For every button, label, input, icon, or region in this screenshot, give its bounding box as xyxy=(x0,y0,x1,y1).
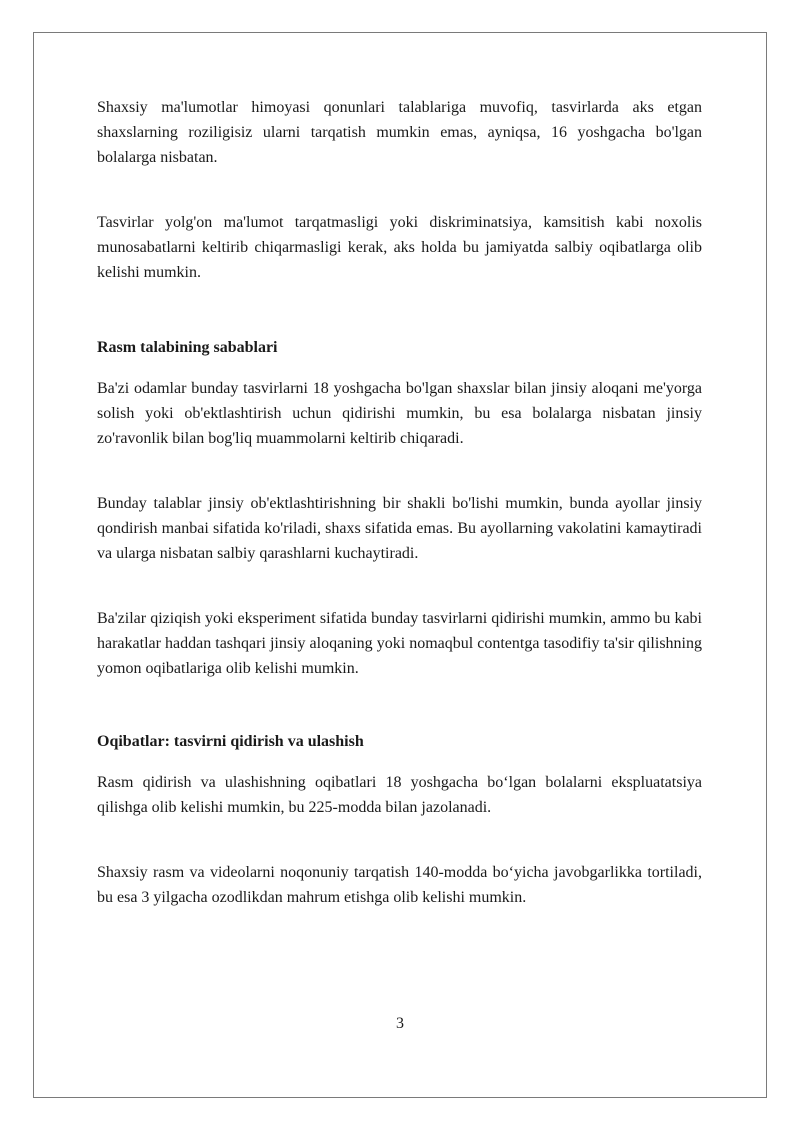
paragraph-objectification: Bunday talablar jinsiy ob'ektlashtirishning bir shakli bo'lishi mumkin, bunda ayollar jinsiy qondirish manbai sifatida ko'riladi, shaxs sifatida emas. Bu ayollarning vakolatini kamaytiradi va ularga nisbatan salbiy qarashlarni kuchaytiradi. xyxy=(97,495,702,562)
heading-reasons: Rasm talabining sabablari xyxy=(97,339,278,356)
heading-consequences: Oqibatlar: tasvirni qidirish va ulashish xyxy=(97,733,364,750)
paragraph-misinformation: Tasvirlar yolg'on ma'lumot tarqatmasligi yoki diskriminatsiya, kamsitish kabi noxolis munosabatlarni keltirib chiqarmasligi kerak, aks holda bu jamiyatda salbiy oqibatlarga olib kelishi mumkin. xyxy=(97,214,702,281)
page-number: 3 xyxy=(396,1015,404,1032)
paragraph-article-225: Rasm qidirish va ulashishning oqibatlari 18 yoshgacha bo‘lgan bolalarni ekspluatatsiya qilishga olib kelishi mumkin, bu 225-modda bilan jazolanadi. xyxy=(97,774,702,816)
paragraph-privacy-law: Shaxsiy ma'lumotlar himoyasi qonunlari talablariga muvofiq, tasvirlarda aks etgan shaxslarning roziligisiz ularni tarqatish mumkin emas, ayniqsa, 16 yoshgacha bo'lgan bolalarga nisbatan. xyxy=(97,99,702,166)
document-body xyxy=(97,95,702,910)
paragraph-article-140: Shaxsiy rasm va videolarni noqonuniy tarqatish 140-modda bo‘yicha javobgarlikka tortiladi, bu esa 3 yilgacha ozodlikdan mahrum etishga olib kelishi mumkin. xyxy=(97,864,702,906)
paragraph-curiosity: Ba'zilar qiziqish yoki eksperiment sifatida bunday tasvirlarni qidirishi mumkin, ammo bu kabi harakatlar haddan tashqari jinsiy aloqaning yoki nomaqbul contentga tasodifiy ta'sir qilishning yomon oqibatlariga olib kelishi mumkin. xyxy=(97,610,702,677)
paragraph-normalization: Ba'zi odamlar bunday tasvirlarni 18 yoshgacha bo'lgan shaxslar bilan jinsiy aloqani me'yorga solish yoki ob'ektlashtirish uchun qidirishi mumkin, bu esa bolalarga nisbatan jinsiy zo'ravonlik bilan bog'liq muammolarni keltirib chiqaradi. xyxy=(97,380,702,447)
